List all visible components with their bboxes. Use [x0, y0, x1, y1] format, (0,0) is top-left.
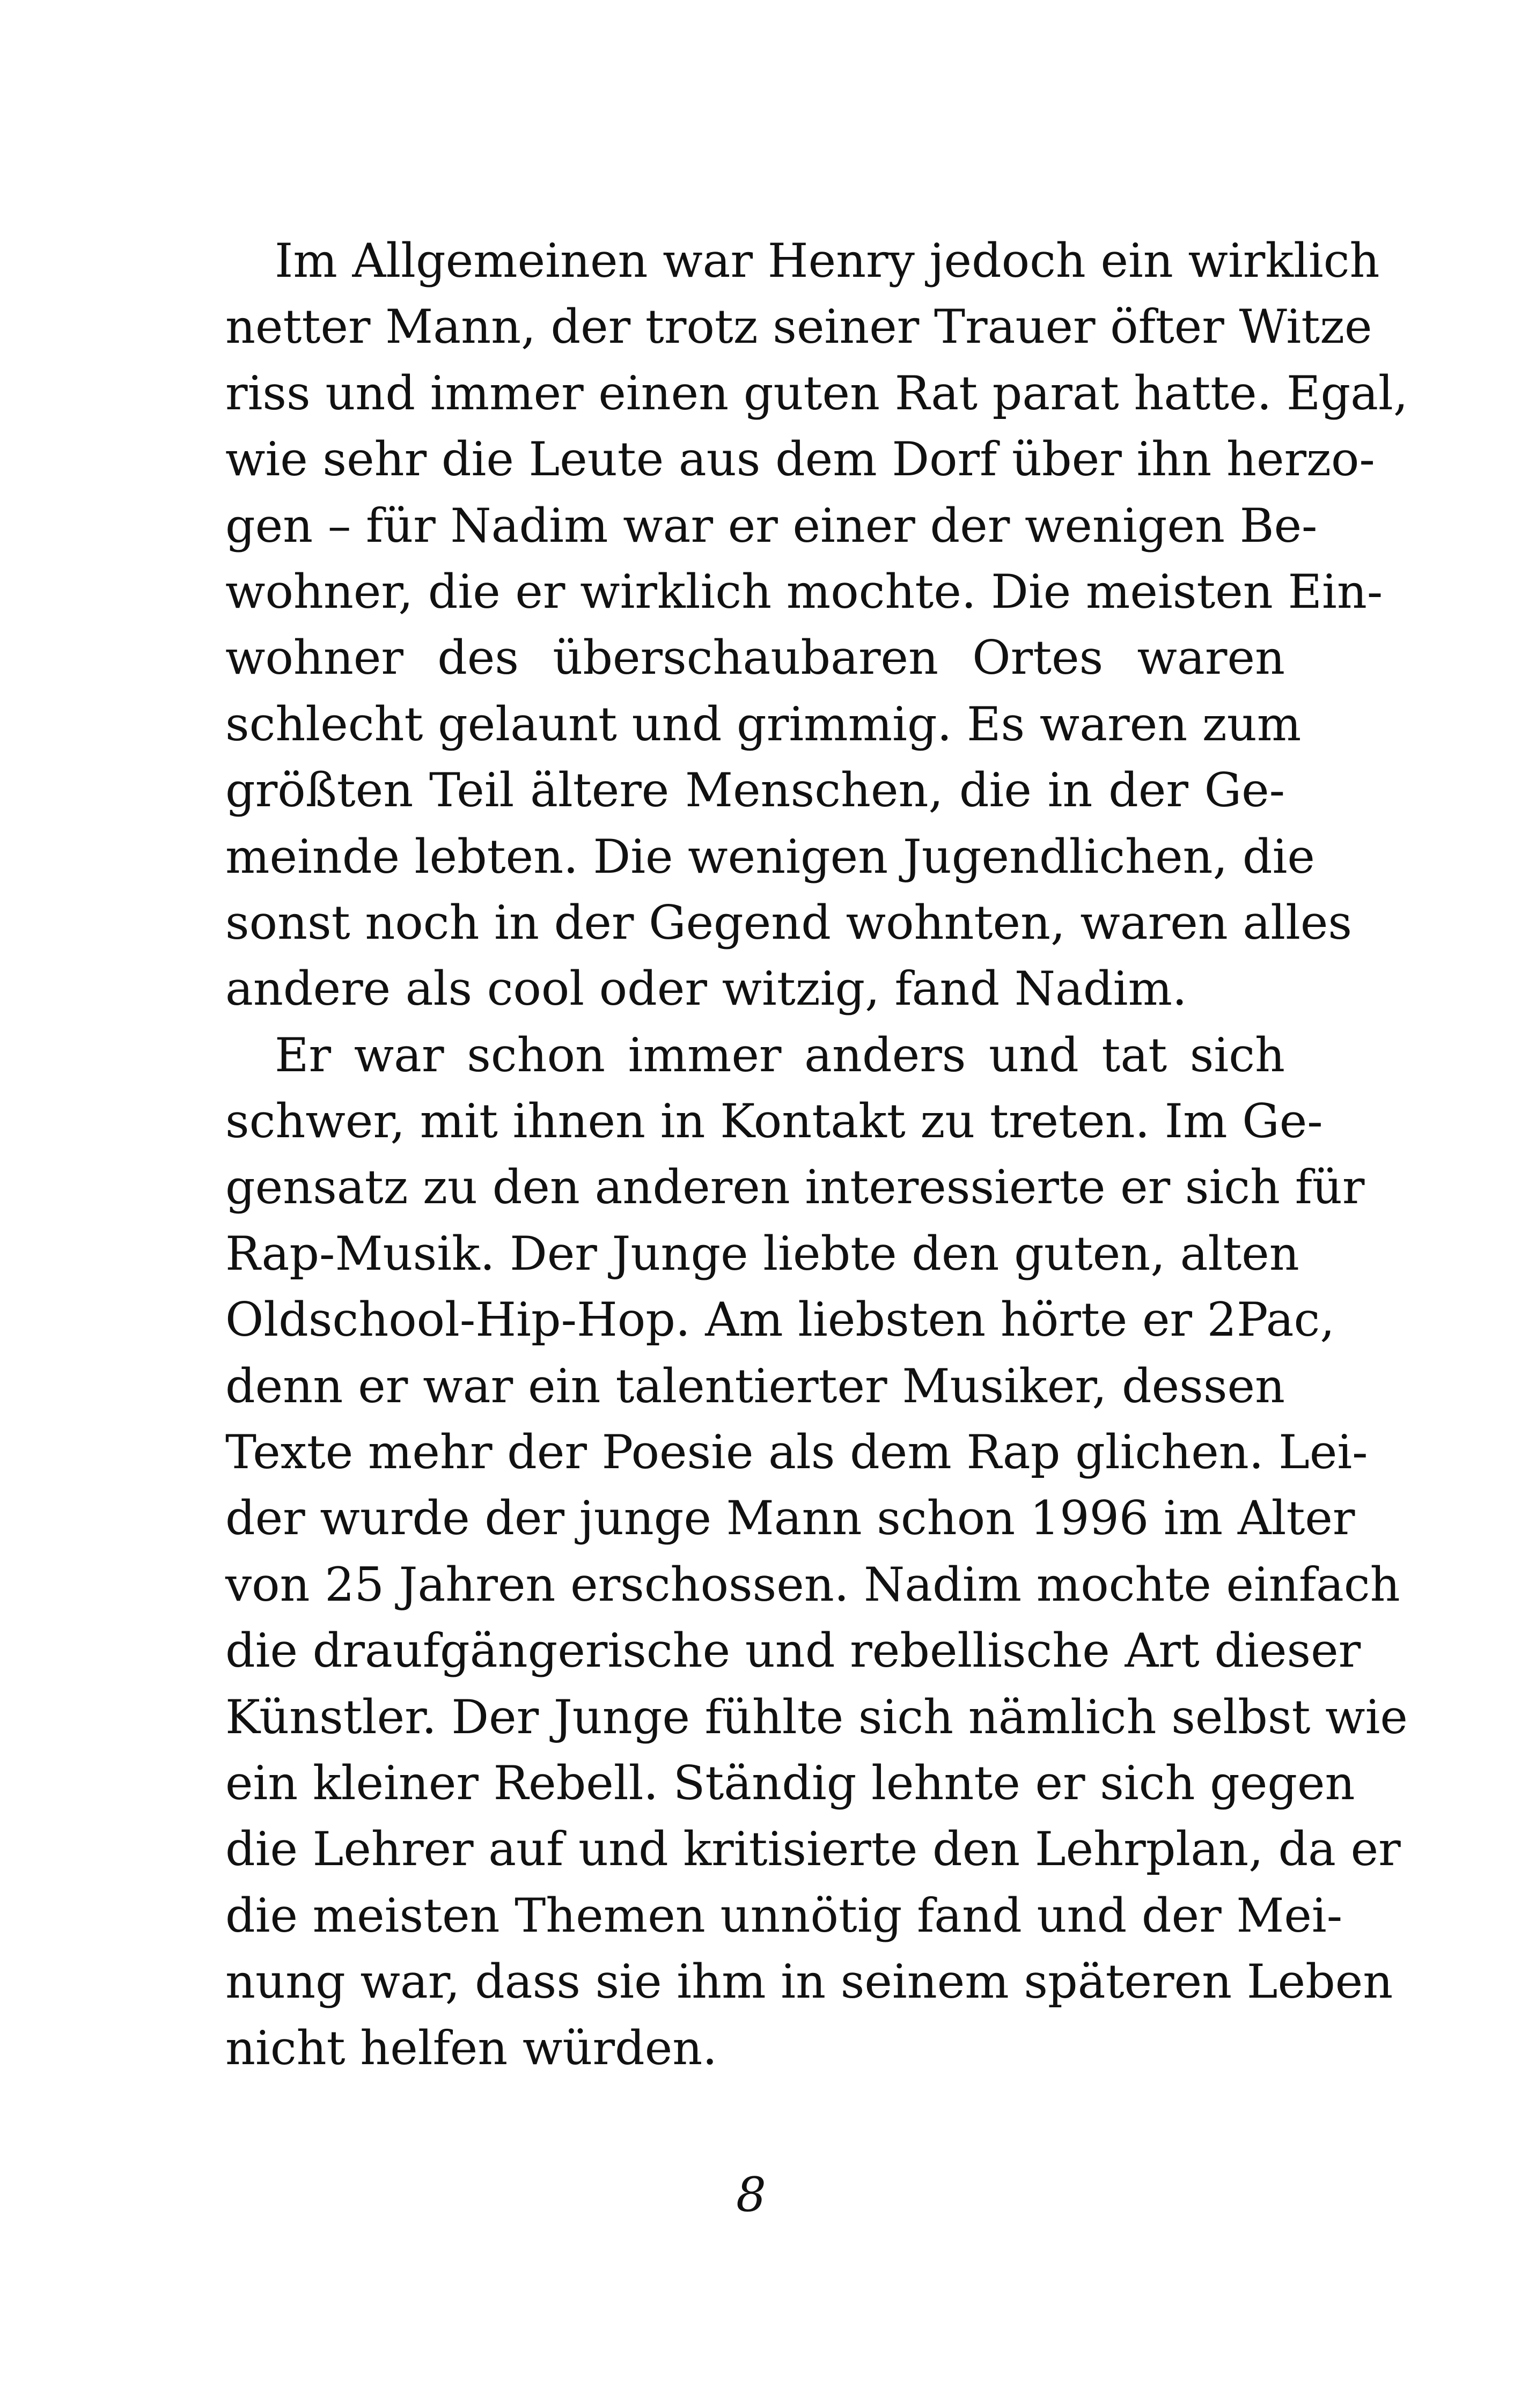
text-line: sonst noch in der Gegend wohnten, waren alles — [225, 895, 1353, 950]
text-line: Künstler. Der Junge fühlte sich nämlich selbst wie — [225, 1689, 1408, 1744]
text-line: schwer, mit ihnen in Kontakt zu treten. Im Ge- — [225, 1094, 1323, 1149]
text-line: ein kleiner Rebell. Ständig lehnte er sich gegen — [225, 1755, 1355, 1810]
text-line: größten Teil ältere Menschen, die in der Ge- — [225, 763, 1285, 818]
text-line: die Lehrer auf und kritisierte den Lehrplan, da er — [225, 1822, 1401, 1877]
text-line: andere als cool oder witzig, fand Nadim. — [225, 961, 1187, 1017]
text-line: wohner des überschaubaren Ortes waren — [225, 630, 1285, 686]
text-line: nung war, dass sie ihm in seinem späteren Leben — [225, 1954, 1393, 2009]
text-line: Rap-Musik. Der Junge liebte den guten, alten — [225, 1226, 1299, 1281]
page-number: 8 — [736, 2167, 766, 2222]
text-line: riss und immer einen guten Rat parat hatte. Egal, — [225, 365, 1408, 421]
text-line: die meisten Themen unnötig fand und der Mei- — [225, 1888, 1343, 1943]
body-text — [225, 228, 1408, 2081]
text-line: netter Mann, der trotz seiner Trauer öfter Witze — [225, 299, 1372, 355]
text-line: wie sehr die Leute aus dem Dorf über ihn herzo- — [225, 432, 1375, 487]
text-line: Oldschool-Hip-Hop. Am liebsten hörte er 2Pac, — [225, 1292, 1335, 1347]
text-line: die draufgängerische und rebellische Art dieser — [225, 1623, 1361, 1678]
text-line: Er war schon immer anders und tat sich — [275, 1027, 1285, 1083]
text-line: der wurde der junge Mann schon 1996 im Alter — [225, 1491, 1355, 1546]
text-line: von 25 Jahren erschossen. Nadim mochte einfach — [225, 1557, 1400, 1612]
text-line: wohner, die er wirklich mochte. Die meisten Ein- — [225, 564, 1383, 619]
text-line: schlecht gelaunt und grimmig. Es waren zum — [225, 696, 1302, 752]
text-line: meinde lebten. Die wenigen Jugendlichen, die — [225, 829, 1315, 884]
text-line: Im Allgemeinen war Henry jedoch ein wirklich — [275, 233, 1380, 288]
text-line: gensatz zu den anderen interessierte er sich für — [225, 1160, 1365, 1215]
text-line: gen – für Nadim war er einer der wenigen Be- — [225, 498, 1318, 553]
text-line: nicht helfen würden. — [225, 2020, 717, 2075]
text-line: denn er war ein talentierter Musiker, dessen — [225, 1358, 1285, 1413]
text-line: Texte mehr der Poesie als dem Rap glichen. Lei- — [225, 1425, 1368, 1480]
